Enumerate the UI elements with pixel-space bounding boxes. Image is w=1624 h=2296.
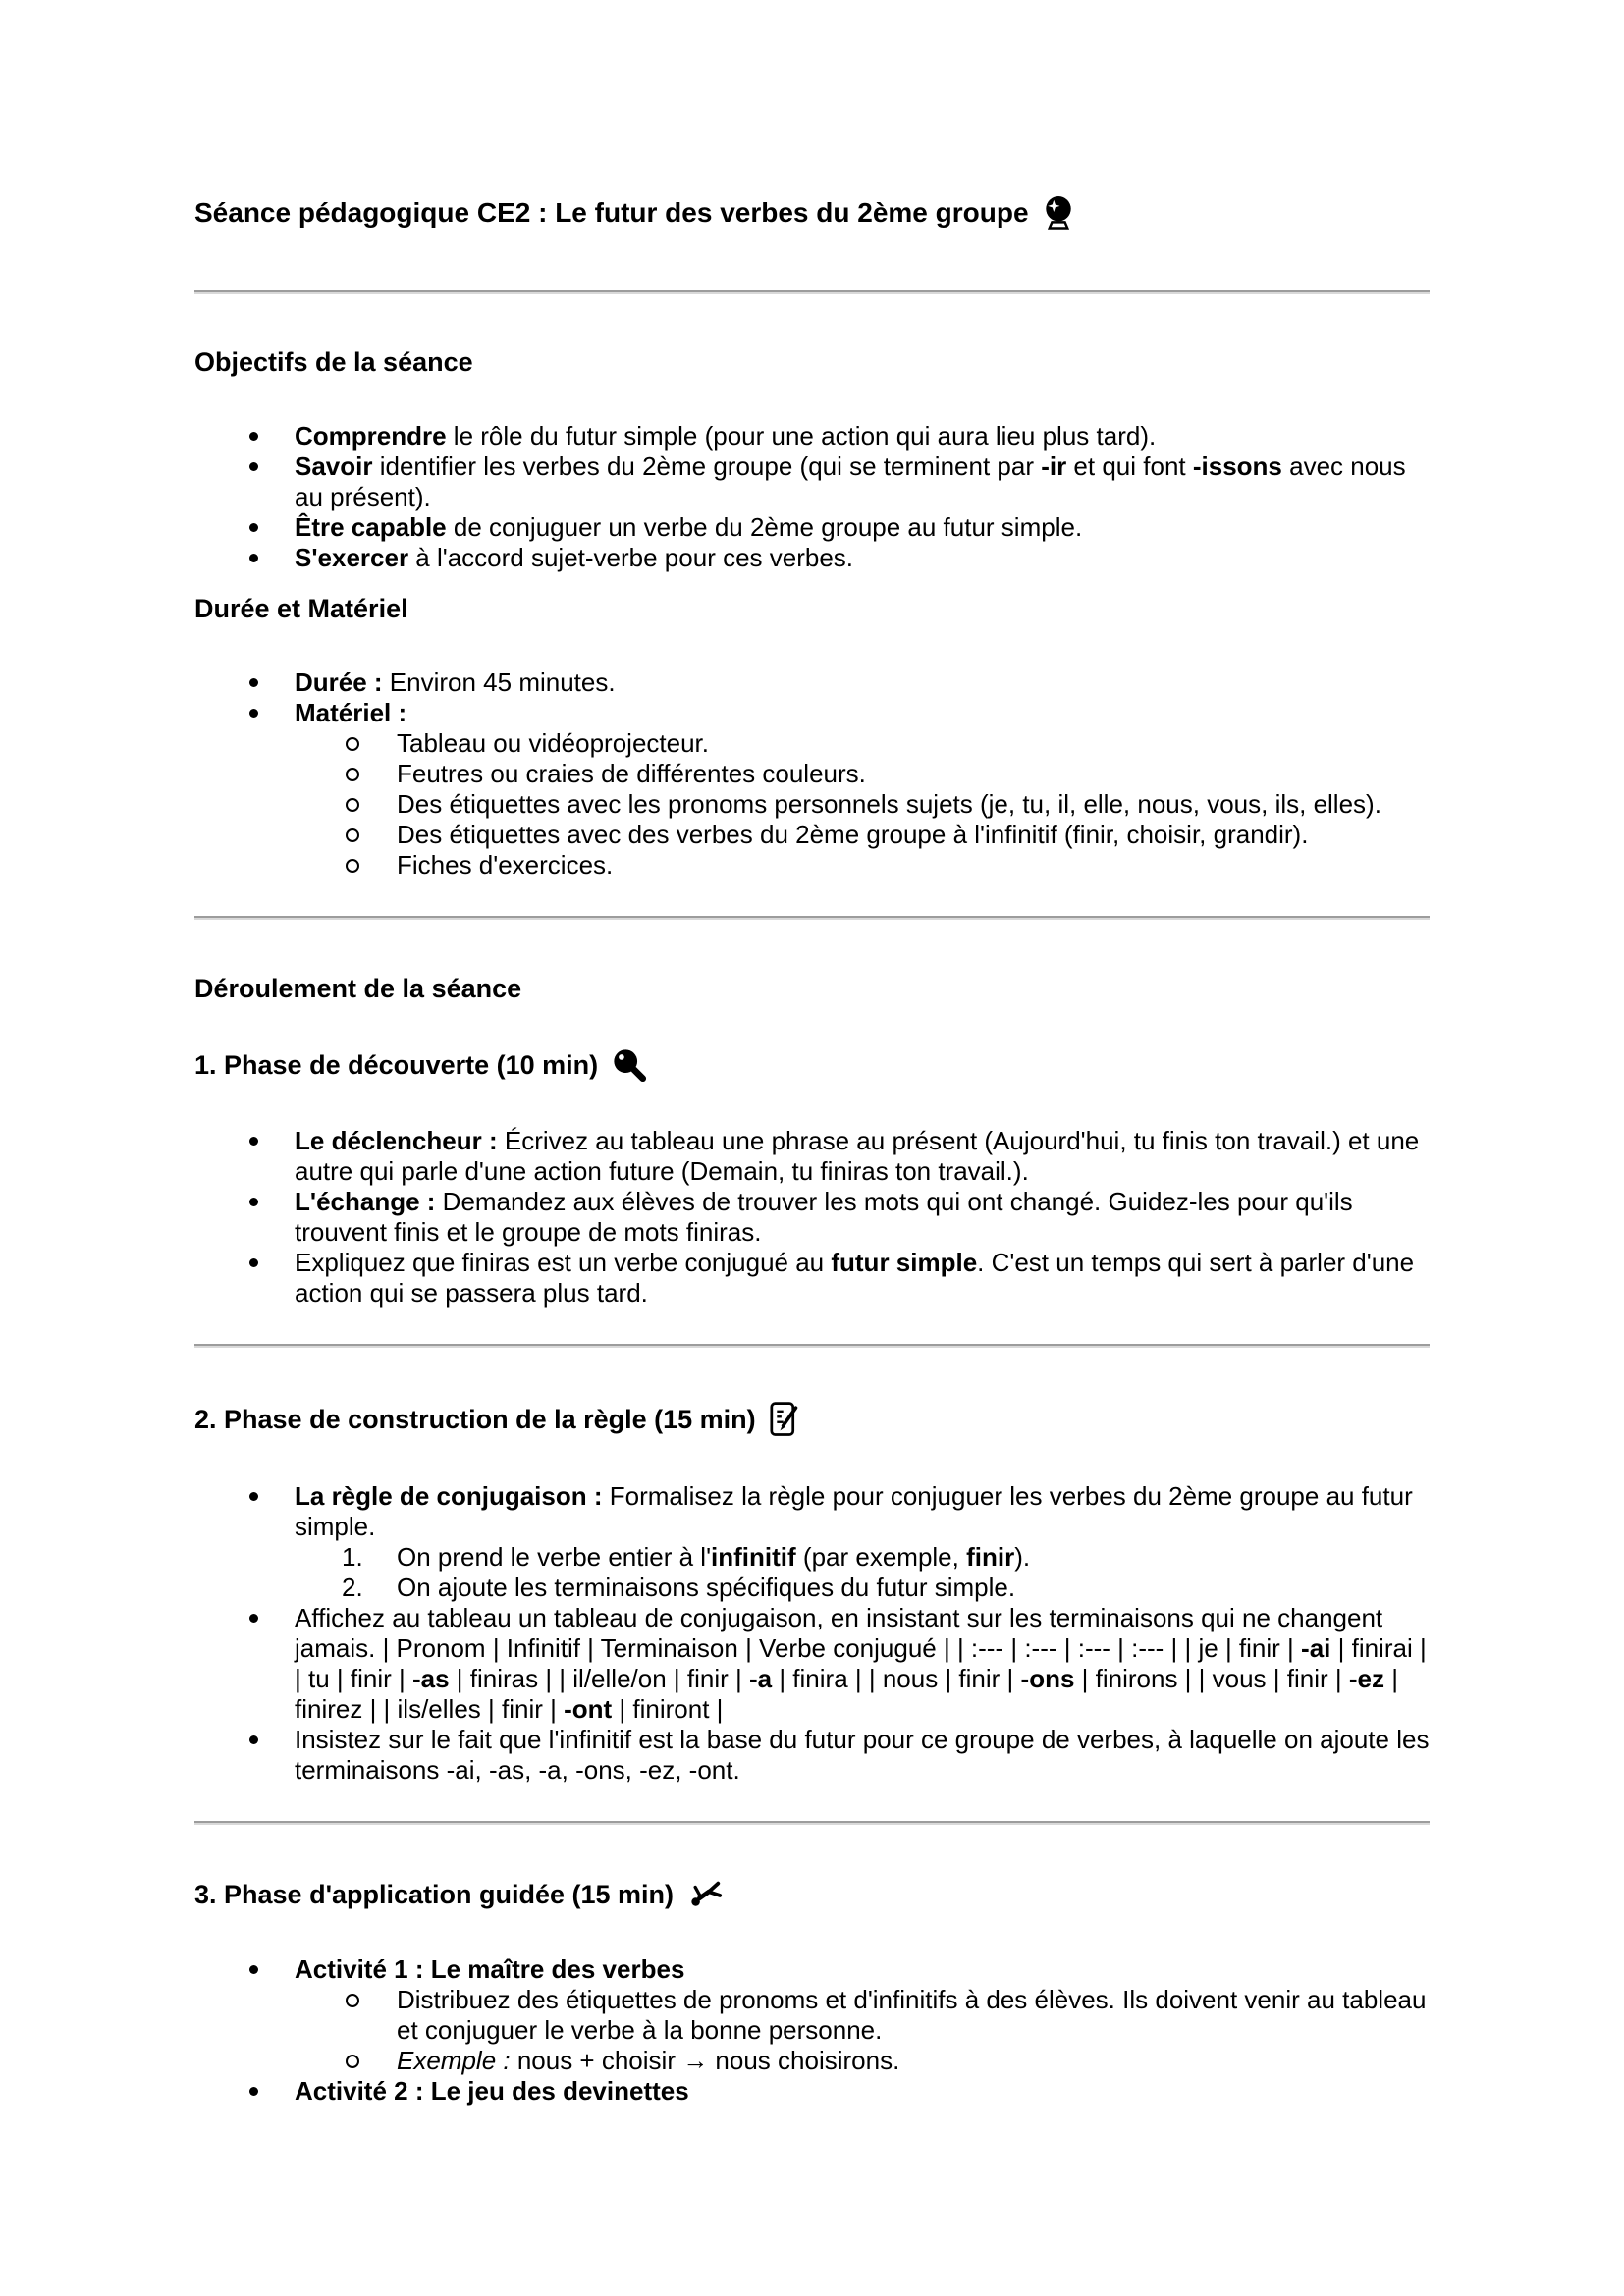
phase-3-list <box>194 1954 1430 2107</box>
objective-item: S'exercer à l'accord sujet-verbe pour ces verbes. <box>194 543 1430 573</box>
duree-materiel-list <box>194 667 1430 881</box>
objective-item: Être capable de conjuguer un verbe du 2ème groupe au futur simple. <box>194 512 1430 543</box>
phase-1-heading <box>194 1047 1430 1083</box>
phase-2-list <box>194 1481 1430 1786</box>
duree-item: Durée : Environ 45 minutes. <box>194 667 1430 698</box>
phase-3-heading-text: 3. Phase d'application guidée (15 min) <box>194 1880 675 1909</box>
regle-step: On ajoute les terminaisons spécifiques du futur simple. <box>397 1573 1016 1602</box>
objectifs-heading <box>194 347 1430 378</box>
materiel-subitem: Tableau ou vidéoprojecteur. <box>295 728 1430 759</box>
crystal-ball-icon <box>1043 194 1074 231</box>
phase-1-item: L'échange : Demandez aux élèves de trouver les mots qui ont changé. Guidez-les pour qu'ils trouvent finis et le groupe de mots finiras. <box>194 1187 1430 1248</box>
phase-3-item: Activité 2 : Le jeu des devinettes <box>194 2076 1430 2107</box>
duree-materiel-heading-text: Durée et Matériel <box>194 594 408 623</box>
page-title <box>194 194 1430 231</box>
phase-3-item <box>194 1954 1430 2076</box>
memo-pencil-icon <box>770 1401 800 1438</box>
materiel-item <box>194 698 1430 881</box>
section-divider <box>194 1344 1430 1348</box>
phase-1-list <box>194 1126 1430 1308</box>
section-divider <box>194 1821 1430 1825</box>
materiel-label: Matériel : <box>295 698 407 727</box>
duree-materiel-heading <box>194 593 1430 624</box>
phase-1-heading-text: 1. Phase de découverte (10 min) <box>194 1050 599 1080</box>
objectifs-heading-text: Objectifs de la séance <box>194 347 473 377</box>
phase-2-item: Insistez sur le fait que l'infinitif est la base du futur pour ce groupe de verbes, à laquelle on ajoute les terminaisons -ai, -as, -a, -ons, -ez, -ont. <box>194 1725 1430 1786</box>
phase-2-item <box>194 1481 1430 1603</box>
objective-item: Savoir identifier les verbes du 2ème groupe (qui se terminent par -ir et qui font -issons avec nous au présent). <box>194 452 1430 512</box>
cartwheel-person-icon <box>687 1878 725 1911</box>
materiel-subitem: Fiches d'exercices. <box>295 850 1430 881</box>
regle-step: On prend le verbe entier à l'infinitif (par exemple, finir). <box>397 1542 1031 1572</box>
objective-item: Comprendre le rôle du futur simple (pour une action qui aura lieu plus tard). <box>194 421 1430 452</box>
phase-1-item: Expliquez que finiras est un verbe conjugué au futur simple. C'est un temps qui sert à parler d'une action qui se passera plus tard. <box>194 1248 1430 1308</box>
deroulement-heading <box>194 973 1430 1004</box>
activite-1-text: Activité 1 : Le maître des verbes <box>295 1954 685 1984</box>
materiel-subitem: Des étiquettes avec des verbes du 2ème groupe à l'infinitif (finir, choisir, grandir). <box>295 820 1430 850</box>
page-title-text: Séance pédagogique CE2 : Le futur des verbes du 2ème groupe <box>194 196 1029 228</box>
magnifying-glass-icon <box>612 1047 647 1083</box>
phase-2-heading <box>194 1401 1430 1438</box>
objectifs-list <box>194 421 1430 573</box>
phase-3-heading <box>194 1878 1430 1911</box>
regle-text: La règle de conjugaison : Formalisez la règle pour conjuguer les verbes du 2ème groupe au futur simple. <box>295 1481 1413 1541</box>
activite-1-subitem: Exemple : nous + choisir → nous choisirons. <box>295 2046 1430 2076</box>
materiel-subitem: Des étiquettes avec les pronoms personnels sujets (je, tu, il, elle, nous, vous, ils, elles). <box>295 789 1430 820</box>
materiel-subitem: Feutres ou craies de différentes couleurs. <box>295 759 1430 789</box>
phase-2-heading-text: 2. Phase de construction de la règle (15 min) <box>194 1405 756 1434</box>
activite-1-subitem: Distribuez des étiquettes de pronoms et d'infinitifs à des élèves. Ils doivent venir au tableau et conjuguer le verbe à la bonne personne. <box>295 1985 1430 2046</box>
deroulement-heading-text: Déroulement de la séance <box>194 974 522 1003</box>
materiel-sublist <box>295 728 1430 881</box>
section-divider <box>194 290 1430 294</box>
phase-2-item: Affichez au tableau un tableau de conjugaison, en insistant sur les terminaisons qui ne changent jamais. | Pronom | Infinitif | Terminaison | Verbe conjugué | | :--- | :--- | :--- | :--- | | je | finir | -ai | finirai | | tu | finir | -as | finiras | | il/elle/on | finir | -a | finira | | nous | finir | -ons | finirons | | vous | finir | -ez | finirez | | ils/elles | finir | -ont | finiront | <box>194 1603 1430 1725</box>
phase-1-item: Le déclencheur : Écrivez au tableau une phrase au présent (Aujourd'hui, tu finis ton travail.) et une autre qui parle d'une action future (Demain, tu finiras ton travail.). <box>194 1126 1430 1187</box>
activite-1-sublist <box>295 1985 1430 2076</box>
section-divider <box>194 916 1430 920</box>
regle-steps <box>295 1542 1430 1603</box>
